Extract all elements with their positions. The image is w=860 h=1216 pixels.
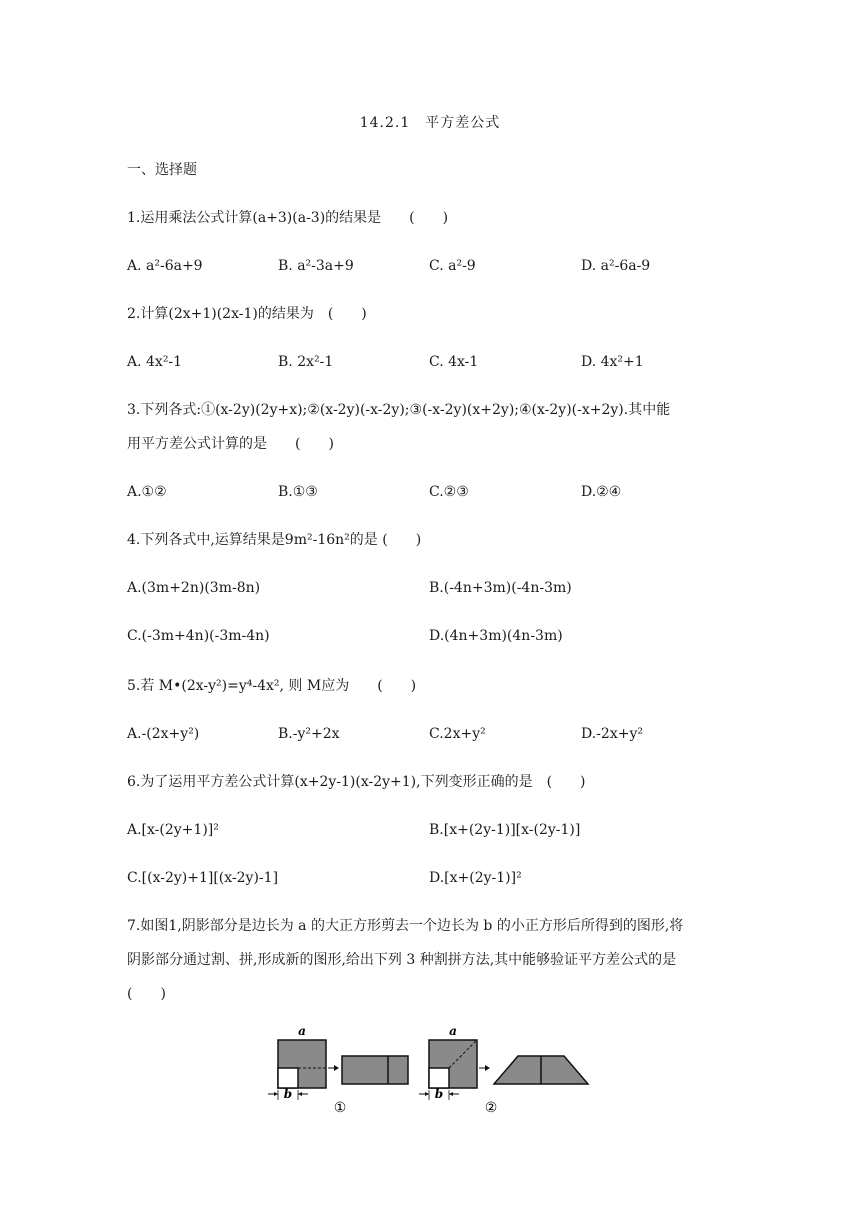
figure-2-label-b: b (434, 1087, 444, 1101)
q4-option-c: C.(-3m+4n)(-3m-4n) (127, 628, 270, 644)
q1-option-a: A. a²-6a+9 (127, 258, 203, 274)
question-3-line-2: 用平方差公式计算的是 ( ) (127, 436, 334, 452)
q2-option-d: D. 4x²+1 (581, 354, 644, 370)
q1-option-d: D. a²-6a-9 (581, 258, 651, 274)
q4-option-b: B.(-4n+3m)(-4n-3m) (429, 580, 572, 596)
question-6: 6.为了运用平方差公式计算(x+2y-1)(x-2y+1),下列变形正确的是 ( ) (127, 774, 586, 790)
figure-2-square (429, 1040, 477, 1088)
question-5: 5.若 M•(2x-y²)=y⁴-4x², 则 M应为 ( ) (127, 678, 417, 694)
q3-option-c: C.②③ (429, 484, 469, 500)
page-title: 14.2.1 平方差公式 (359, 115, 501, 131)
q6-option-b: B.[x+(2y-1)][x-(2y-1)] (429, 822, 581, 838)
figure-1-square (278, 1040, 326, 1088)
q5-option-c: C.2x+y² (429, 726, 486, 742)
q1-option-c: C. a²-9 (429, 258, 476, 274)
figure-1-label-a: a (298, 1024, 306, 1038)
square-cut-figure (262, 1020, 602, 1116)
q6-option-c: C.[(x-2y)+1][(x-2y)-1] (127, 870, 279, 886)
q4-option-a: A.(3m+2n)(3m-8n) (127, 580, 261, 596)
figure-1-arrow (328, 1065, 339, 1071)
question-4: 4.下列各式中,运算结果是9m²-16n²的是 ( ) (127, 532, 422, 548)
figure-2-arrow (479, 1065, 490, 1071)
figure-2-trapezoid (494, 1056, 588, 1084)
q2-option-c: C. 4x-1 (429, 354, 479, 370)
question-7-line-1: 7.如图1,阴影部分是边长为 a 的大正方形剪去一个边长为 b 的小正方形后所得到的图形,将 (127, 918, 684, 934)
q2-option-a: A. 4x²-1 (127, 354, 183, 370)
figure-2-label-a: a (449, 1024, 457, 1038)
figure-1-rectangle (342, 1056, 408, 1084)
figure-1-label-b: b (283, 1087, 293, 1101)
question-2: 2.计算(2x+1)(2x-1)的结果为 ( ) (127, 306, 367, 322)
question-1: 1.运用乘法公式计算(a+3)(a-3)的结果是 ( ) (127, 210, 449, 226)
q6-option-d: D.[x+(2y-1)]² (429, 870, 522, 886)
q4-option-d: D.(4n+3m)(4n-3m) (429, 628, 563, 644)
question-7-line-3: ( ) (127, 986, 166, 1002)
figure-1-number: ① (333, 1100, 347, 1116)
q6-option-a: A.[x-(2y+1)]² (127, 822, 219, 838)
q3-option-b: B.①③ (278, 484, 318, 500)
q3-option-d: D.②④ (581, 484, 622, 500)
figure-2-number: ② (484, 1100, 498, 1116)
q1-option-b: B. a²-3a+9 (278, 258, 354, 274)
question-7-line-2: 阴影部分通过割、拼,形成新的图形,给出下列 3 种割拼方法,其中能够验证平方差公式的是 (127, 952, 677, 968)
q5-option-a: A.-(2x+y²) (127, 726, 200, 742)
q5-option-b: B.-y²+2x (278, 726, 340, 742)
q2-option-b: B. 2x²-1 (278, 354, 334, 370)
question-3-line-1: 3.下列各式:①(x-2y)(2y+x);②(x-2y)(-x-2y);③(-x-2y)(x+2y);④(x-2y)(-x+2y).其中能 (127, 402, 671, 418)
section-heading: 一、选择题 (127, 162, 197, 178)
q5-option-d: D.-2x+y² (581, 726, 643, 742)
q3-option-a: A.①② (127, 484, 167, 500)
